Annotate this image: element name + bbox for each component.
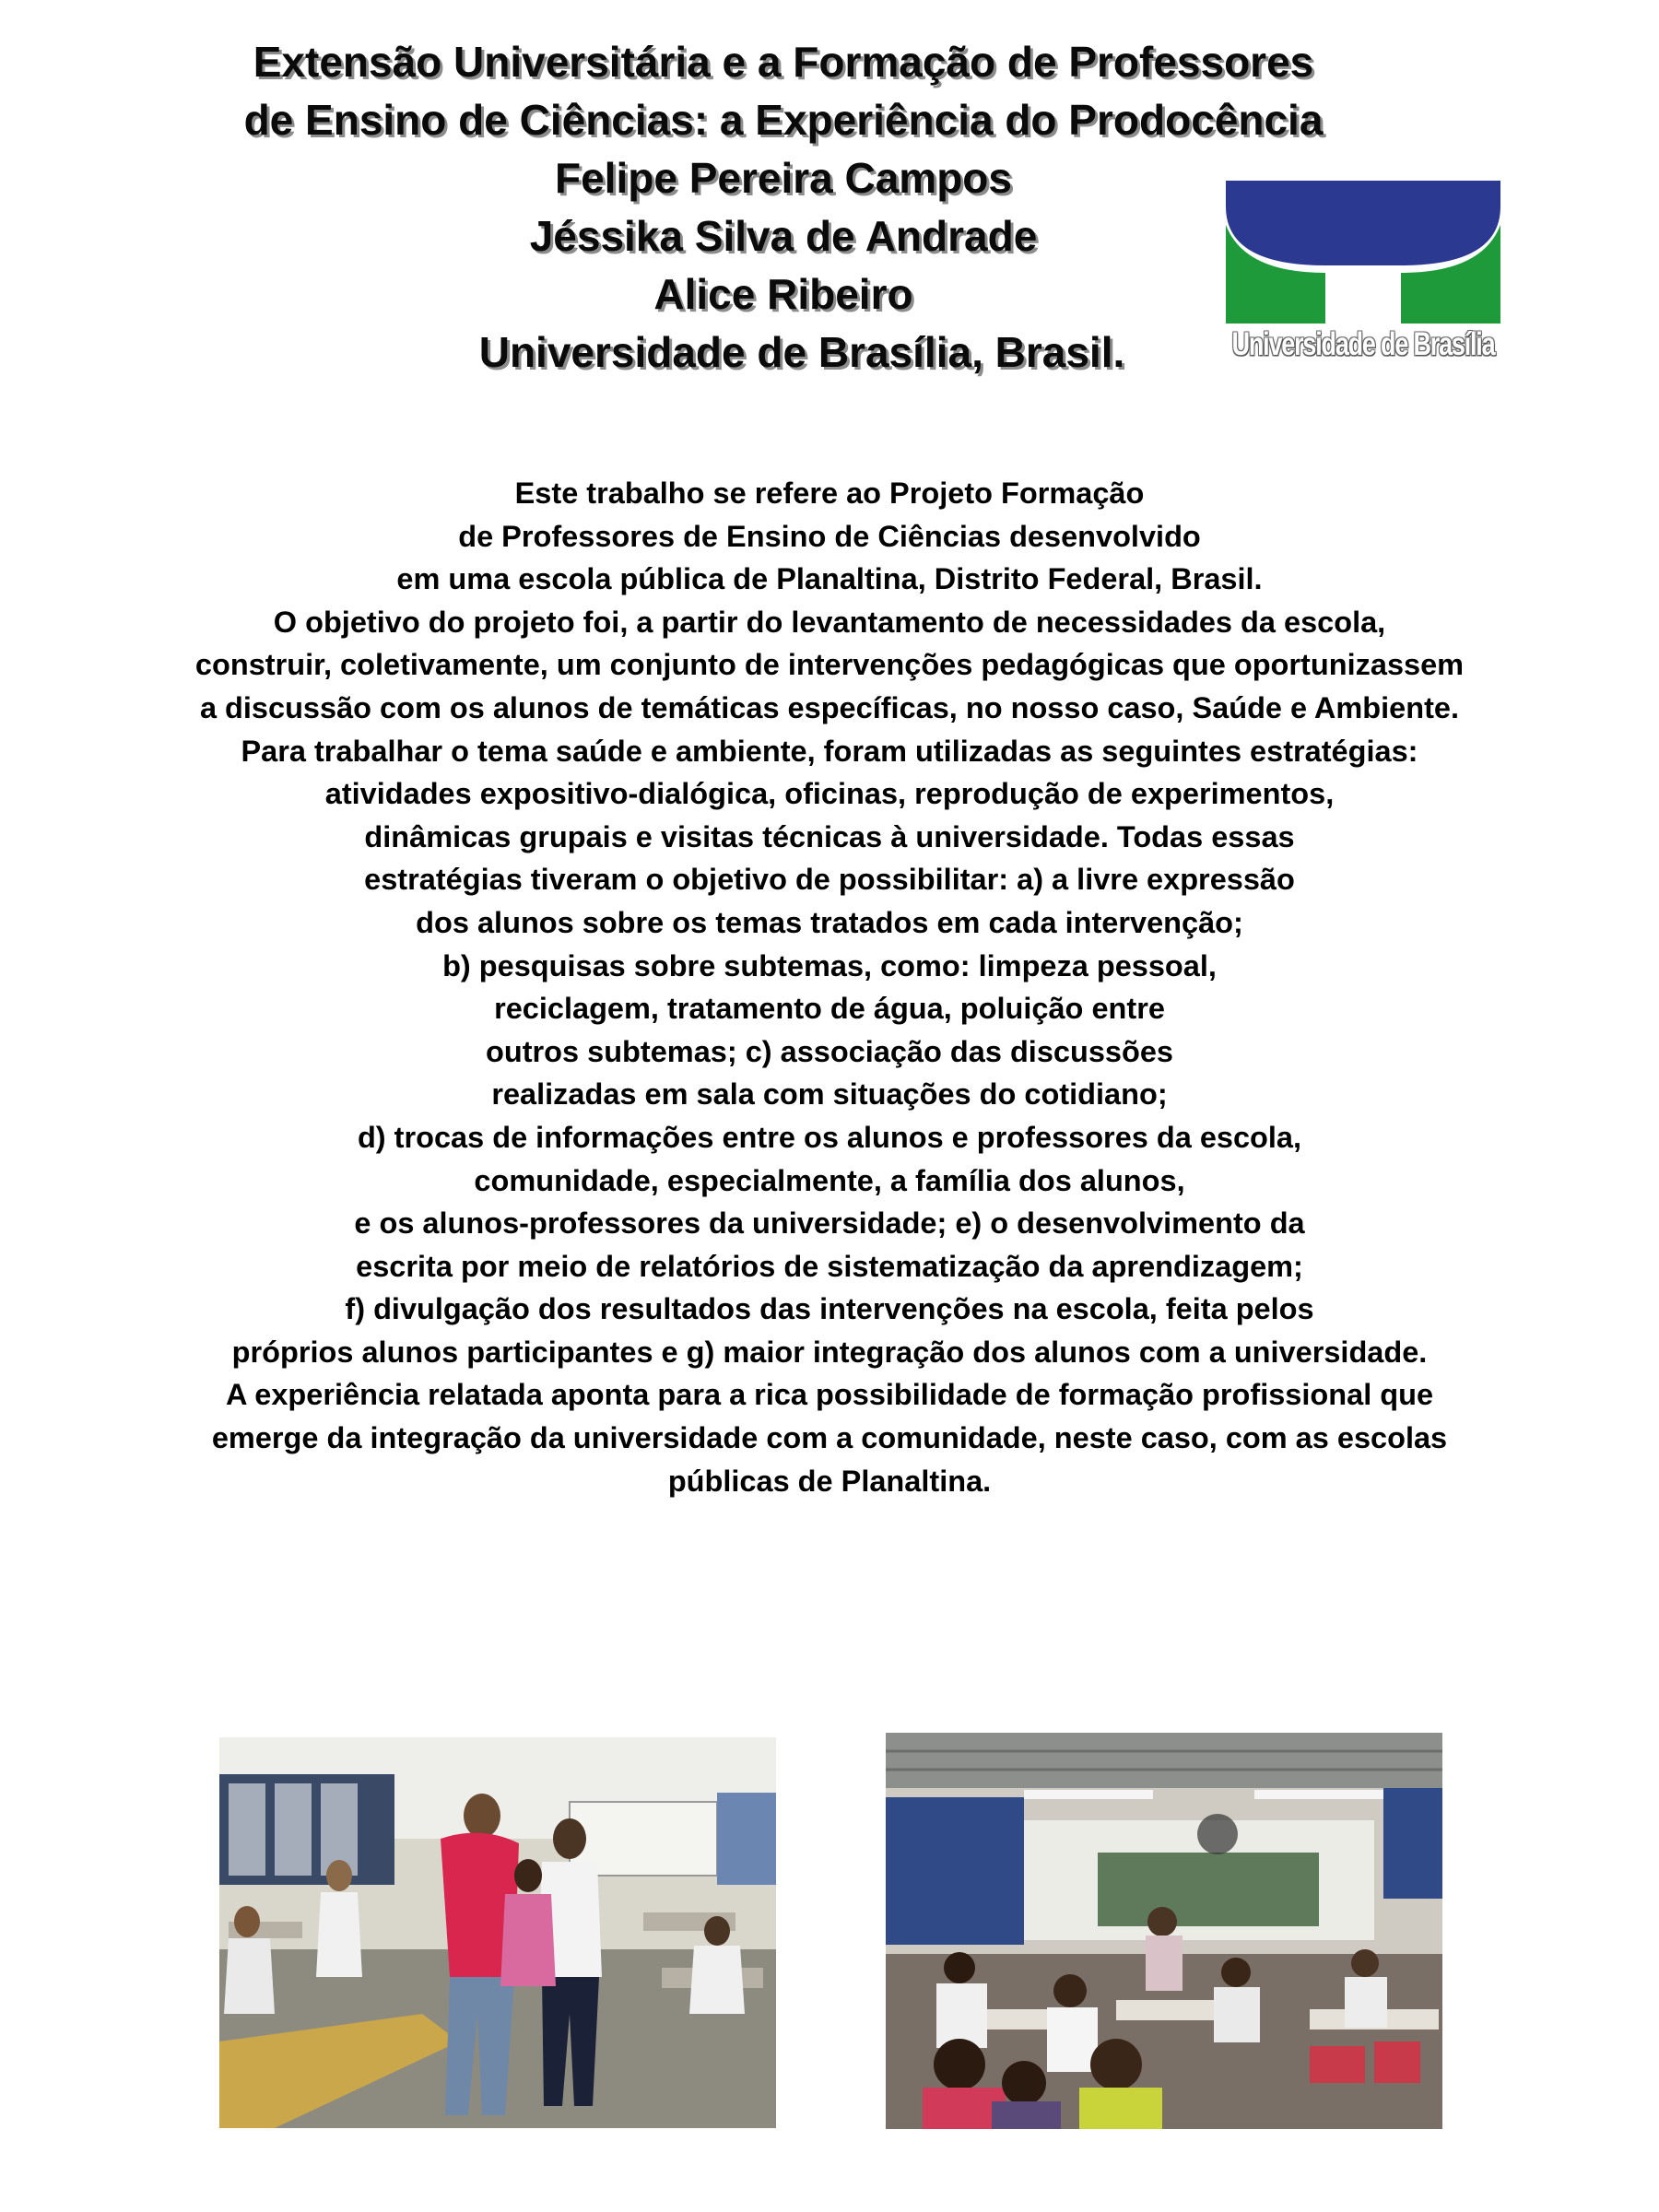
author-name: Jéssika Silva de Andrade: [529, 212, 1038, 260]
abstract-line: O objetivo do projeto foi, a partir do levantamento de necessidades da escola,: [273, 605, 1386, 639]
abstract-line: f) divulgação dos resultados das intervenções na escola, feita pelos: [345, 1292, 1314, 1326]
abstract-line: estratégias tiveram o objetivo de possibilitar: a) a livre expressão: [364, 863, 1295, 897]
abstract-line: a discussão com os alunos de temáticas específicas, no nosso caso, Saúde e Ambiente.: [199, 690, 1460, 724]
abstract-line: dos alunos sobre os temas tratados em cada intervenção;: [416, 905, 1243, 939]
abstract-line: d) trocas de informações entre os alunos e professores da escola,: [357, 1120, 1302, 1154]
abstract-line: e os alunos-professores da universidade; e) o desenvolvimento da: [354, 1206, 1305, 1241]
abstract-line: Para trabalhar o tema saúde e ambiente, foram utilizadas as seguintes estratégias:: [241, 734, 1418, 768]
logo-wordmark: Universidade de Brasília: [1231, 326, 1495, 362]
title-line-1: Extensão Universitária e a Formação de Professores: [253, 38, 1314, 86]
abstract-line: de Professores de Ensino de Ciências desenvolvido: [458, 519, 1201, 553]
abstract-line: construir, coletivamente, um conjunto de intervenções pedagógicas que oportunizassem: [194, 648, 1465, 682]
abstract-line: próprios alunos participantes e g) maior integração dos alunos com a universidade.: [231, 1335, 1428, 1369]
affiliation: Universidade de Brasília, Brasil.: [478, 328, 1125, 376]
abstract-line: outros subtemas; c) associação das discussões: [486, 1034, 1173, 1068]
abstract-line: comunidade, especialmente, a família dos alunos,: [474, 1163, 1185, 1197]
abstract-line: A experiência relatada aponta para a rica possibilidade de formação profissional que: [225, 1378, 1434, 1412]
unb-emblem-icon: [1226, 181, 1500, 324]
abstract-line: atividades expositivo-dialógica, oficinas, reprodução de experimentos,: [324, 777, 1335, 811]
abstract-line: públicas de Planaltina.: [667, 1464, 992, 1498]
abstract-line: em uma escola pública de Planaltina, Distrito Federal, Brasil.: [396, 562, 1263, 596]
abstract-line: Este trabalho se refere ao Projeto Formação: [514, 477, 1145, 510]
classroom-photo-2: [886, 1733, 1442, 2129]
abstract-text: [37, 472, 1622, 1502]
abstract-line: reciclagem, tratamento de água, poluição entre: [494, 992, 1165, 1026]
author-name: Alice Ribeiro: [653, 270, 913, 318]
abstract-line: dinâmicas grupais e visitas técnicas à universidade. Todas essas: [364, 819, 1295, 853]
abstract-line: emerge da integração da universidade com a comunidade, neste caso, com as escolas: [211, 1421, 1448, 1455]
abstract-line: b) pesquisas sobre subtemas, como: limpeza pessoal,: [442, 948, 1217, 982]
classroom-photo-1: [219, 1737, 776, 2128]
abstract-line: escrita por meio de relatórios de sistematização da aprendizagem;: [356, 1249, 1303, 1283]
abstract-line: realizadas em sala com situações do cotidiano;: [491, 1077, 1168, 1112]
title-line-2: de Ensino de Ciências: a Experiência do Prodocência: [243, 96, 1324, 144]
university-logo: [1226, 181, 1500, 365]
author-name: Felipe Pereira Campos: [555, 154, 1012, 202]
